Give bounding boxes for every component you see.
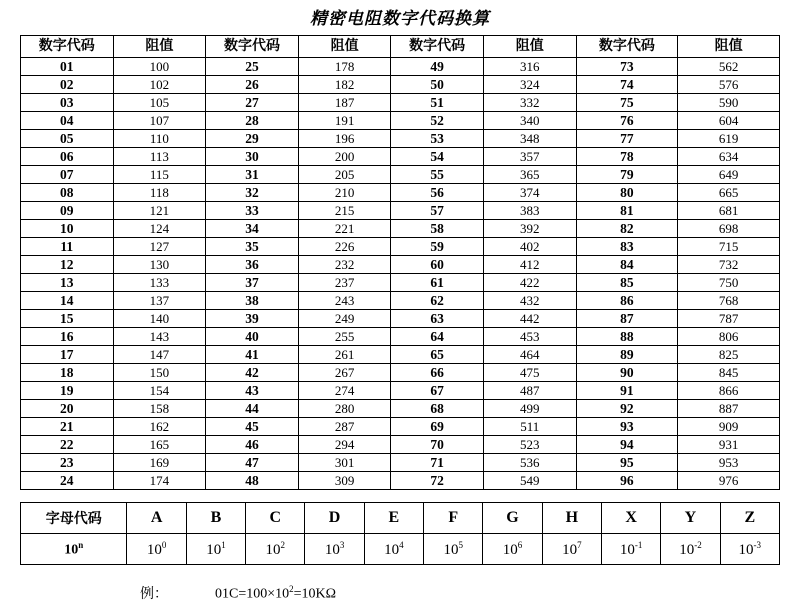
- column-header: 数字代码: [391, 36, 484, 58]
- code-cell: 24: [21, 472, 114, 490]
- table-row: [21, 202, 780, 220]
- value-cell: 590: [678, 94, 780, 112]
- value-cell: 750: [678, 274, 780, 292]
- letter-cell: Z: [720, 503, 779, 534]
- letter-cell: E: [364, 503, 423, 534]
- value-cell: 402: [483, 238, 576, 256]
- code-cell: 55: [391, 166, 484, 184]
- power-row: [21, 534, 780, 565]
- code-cell: 58: [391, 220, 484, 238]
- value-cell: 909: [678, 418, 780, 436]
- value-cell: 215: [298, 202, 391, 220]
- value-cell: 649: [678, 166, 780, 184]
- table-spacer: [0, 490, 800, 502]
- code-cell: 72: [391, 472, 484, 490]
- letter-cell: H: [542, 503, 601, 534]
- code-cell: 35: [206, 238, 299, 256]
- power-cell: [542, 534, 601, 565]
- example-note: [0, 583, 800, 603]
- code-cell: 60: [391, 256, 484, 274]
- code-cell: 02: [21, 76, 114, 94]
- code-cell: 71: [391, 454, 484, 472]
- code-cell: 40: [206, 328, 299, 346]
- value-cell: 732: [678, 256, 780, 274]
- value-cell: 787: [678, 310, 780, 328]
- value-cell: 665: [678, 184, 780, 202]
- code-cell: 04: [21, 112, 114, 130]
- power-cell: [246, 534, 305, 565]
- code-cell: 20: [21, 400, 114, 418]
- power-exponent: 3: [339, 539, 345, 550]
- power-exponent: 0: [161, 539, 167, 550]
- power-exponent: 2: [280, 539, 286, 550]
- value-cell: 226: [298, 238, 391, 256]
- value-cell: 107: [113, 112, 206, 130]
- code-cell: 77: [576, 130, 678, 148]
- power-base: 10: [738, 541, 754, 558]
- code-cell: 91: [576, 382, 678, 400]
- example-expression-prefix: 01C=100×10: [215, 587, 290, 602]
- value-cell: 887: [678, 400, 780, 418]
- code-cell: 86: [576, 292, 678, 310]
- table-row: [21, 274, 780, 292]
- value-cell: 137: [113, 292, 206, 310]
- code-cell: 89: [576, 346, 678, 364]
- code-cell: 09: [21, 202, 114, 220]
- table-row: [21, 364, 780, 382]
- value-cell: 432: [483, 292, 576, 310]
- table-row: [21, 346, 780, 364]
- code-cell: 50: [391, 76, 484, 94]
- value-cell: 287: [298, 418, 391, 436]
- code-cell: 82: [576, 220, 678, 238]
- code-cell: 47: [206, 454, 299, 472]
- example-exponent: 2: [289, 584, 294, 595]
- value-cell: 866: [678, 382, 780, 400]
- code-cell: 68: [391, 400, 484, 418]
- code-cell: 87: [576, 310, 678, 328]
- column-header: 数字代码: [206, 36, 299, 58]
- code-cell: 49: [391, 58, 484, 76]
- value-cell: 261: [298, 346, 391, 364]
- column-header: 阻值: [113, 36, 206, 58]
- value-cell: 110: [113, 130, 206, 148]
- table-row: [21, 292, 780, 310]
- value-cell: 332: [483, 94, 576, 112]
- column-header: 阻值: [298, 36, 391, 58]
- code-cell: 67: [391, 382, 484, 400]
- value-cell: 182: [298, 76, 391, 94]
- letter-cell: X: [601, 503, 660, 534]
- power-exponent: 4: [399, 539, 404, 550]
- letter-cell: G: [483, 503, 542, 534]
- code-cell: 81: [576, 202, 678, 220]
- table-row: [21, 76, 780, 94]
- code-cell: 66: [391, 364, 484, 382]
- value-cell: 316: [483, 58, 576, 76]
- value-cell: 102: [113, 76, 206, 94]
- value-cell: 536: [483, 454, 576, 472]
- code-cell: 56: [391, 184, 484, 202]
- power-base: 10: [146, 541, 162, 558]
- code-cell: 59: [391, 238, 484, 256]
- code-cell: 44: [206, 400, 299, 418]
- resistor-code-table: [20, 35, 780, 490]
- code-cell: 80: [576, 184, 678, 202]
- code-cell: 42: [206, 364, 299, 382]
- value-cell: 698: [678, 220, 780, 238]
- value-cell: 806: [678, 328, 780, 346]
- table-row: [21, 454, 780, 472]
- code-cell: 51: [391, 94, 484, 112]
- code-cell: 54: [391, 148, 484, 166]
- value-cell: 127: [113, 238, 206, 256]
- table-row: [21, 382, 780, 400]
- table-row: [21, 148, 780, 166]
- code-cell: 37: [206, 274, 299, 292]
- value-cell: 715: [678, 238, 780, 256]
- power-exponent: -1: [634, 539, 643, 550]
- code-cell: 07: [21, 166, 114, 184]
- value-cell: 187: [298, 94, 391, 112]
- power-cell: [661, 534, 720, 565]
- code-cell: 94: [576, 436, 678, 454]
- value-cell: 487: [483, 382, 576, 400]
- code-cell: 90: [576, 364, 678, 382]
- value-cell: 165: [113, 436, 206, 454]
- power-base: 10: [619, 541, 635, 558]
- code-cell: 18: [21, 364, 114, 382]
- code-cell: 76: [576, 112, 678, 130]
- power-exponent: n: [78, 539, 84, 550]
- code-cell: 12: [21, 256, 114, 274]
- column-header: 数字代码: [576, 36, 678, 58]
- code-cell: 48: [206, 472, 299, 490]
- letter-cell: F: [424, 503, 483, 534]
- value-cell: 115: [113, 166, 206, 184]
- value-cell: 374: [483, 184, 576, 202]
- code-cell: 84: [576, 256, 678, 274]
- value-cell: 174: [113, 472, 206, 490]
- code-cell: 16: [21, 328, 114, 346]
- power-exponent: 6: [517, 539, 523, 550]
- table-row: [21, 184, 780, 202]
- power-cell: [601, 534, 660, 565]
- table-header-row: [21, 36, 780, 58]
- value-cell: 205: [298, 166, 391, 184]
- power-base: 10: [265, 541, 281, 558]
- value-cell: 191: [298, 112, 391, 130]
- value-cell: 105: [113, 94, 206, 112]
- code-cell: 73: [576, 58, 678, 76]
- column-header: 数字代码: [21, 36, 114, 58]
- value-cell: 232: [298, 256, 391, 274]
- value-cell: 274: [298, 382, 391, 400]
- table-row: [21, 400, 780, 418]
- code-cell: 85: [576, 274, 678, 292]
- code-cell: 03: [21, 94, 114, 112]
- value-cell: 249: [298, 310, 391, 328]
- code-cell: 45: [206, 418, 299, 436]
- code-cell: 30: [206, 148, 299, 166]
- power-exponent: -3: [753, 539, 762, 550]
- code-cell: 39: [206, 310, 299, 328]
- value-cell: 100: [113, 58, 206, 76]
- table-row: [21, 238, 780, 256]
- code-cell: 53: [391, 130, 484, 148]
- value-cell: 255: [298, 328, 391, 346]
- value-cell: 931: [678, 436, 780, 454]
- code-cell: 52: [391, 112, 484, 130]
- value-cell: 178: [298, 58, 391, 76]
- value-cell: 113: [113, 148, 206, 166]
- value-cell: 130: [113, 256, 206, 274]
- column-header: 阻值: [483, 36, 576, 58]
- value-cell: 340: [483, 112, 576, 130]
- code-cell: 43: [206, 382, 299, 400]
- power-exponent: -2: [694, 539, 702, 550]
- table-row: [21, 130, 780, 148]
- code-cell: 15: [21, 310, 114, 328]
- power-base: 10: [64, 542, 79, 558]
- value-cell: 237: [298, 274, 391, 292]
- table-row: [21, 112, 780, 130]
- code-cell: 69: [391, 418, 484, 436]
- value-cell: 147: [113, 346, 206, 364]
- value-cell: 634: [678, 148, 780, 166]
- code-cell: 62: [391, 292, 484, 310]
- code-cell: 26: [206, 76, 299, 94]
- power-exponent: 1: [221, 539, 226, 550]
- value-cell: 549: [483, 472, 576, 490]
- value-cell: 280: [298, 400, 391, 418]
- code-cell: 08: [21, 184, 114, 202]
- value-cell: 453: [483, 328, 576, 346]
- value-cell: 200: [298, 148, 391, 166]
- value-cell: 162: [113, 418, 206, 436]
- power-cell: [720, 534, 779, 565]
- value-cell: 953: [678, 454, 780, 472]
- code-cell: 74: [576, 76, 678, 94]
- value-cell: 348: [483, 130, 576, 148]
- table-row: [21, 436, 780, 454]
- power-cell: [364, 534, 423, 565]
- code-cell: 83: [576, 238, 678, 256]
- power-exponent: 5: [458, 539, 463, 550]
- value-cell: 499: [483, 400, 576, 418]
- power-cell: [186, 534, 245, 565]
- value-cell: 475: [483, 364, 576, 382]
- column-header: 阻值: [678, 36, 780, 58]
- code-cell: 29: [206, 130, 299, 148]
- value-cell: 221: [298, 220, 391, 238]
- value-cell: 196: [298, 130, 391, 148]
- code-cell: 06: [21, 148, 114, 166]
- value-cell: 422: [483, 274, 576, 292]
- letter-row: [21, 503, 780, 534]
- code-cell: 95: [576, 454, 678, 472]
- value-cell: 976: [678, 472, 780, 490]
- value-cell: 619: [678, 130, 780, 148]
- code-cell: 01: [21, 58, 114, 76]
- code-cell: 36: [206, 256, 299, 274]
- code-cell: 63: [391, 310, 484, 328]
- value-cell: 309: [298, 472, 391, 490]
- code-cell: 22: [21, 436, 114, 454]
- table-row: [21, 220, 780, 238]
- letter-cell: B: [186, 503, 245, 534]
- power-cell: [305, 534, 364, 565]
- value-cell: 294: [298, 436, 391, 454]
- power-base: 10: [384, 541, 400, 558]
- value-cell: 324: [483, 76, 576, 94]
- table-row: [21, 310, 780, 328]
- code-cell: 05: [21, 130, 114, 148]
- value-cell: 169: [113, 454, 206, 472]
- code-cell: 93: [576, 418, 678, 436]
- value-cell: 210: [298, 184, 391, 202]
- value-cell: 604: [678, 112, 780, 130]
- code-cell: 21: [21, 418, 114, 436]
- value-cell: 140: [113, 310, 206, 328]
- code-cell: 31: [206, 166, 299, 184]
- code-cell: 64: [391, 328, 484, 346]
- code-cell: 38: [206, 292, 299, 310]
- value-cell: 243: [298, 292, 391, 310]
- power-cell: [127, 534, 186, 565]
- table-row: [21, 256, 780, 274]
- code-cell: 17: [21, 346, 114, 364]
- code-cell: 28: [206, 112, 299, 130]
- value-cell: 158: [113, 400, 206, 418]
- value-cell: 681: [678, 202, 780, 220]
- code-cell: 23: [21, 454, 114, 472]
- power-exponent: 7: [577, 539, 582, 550]
- value-cell: 301: [298, 454, 391, 472]
- value-cell: 121: [113, 202, 206, 220]
- code-cell: 19: [21, 382, 114, 400]
- letter-cell: C: [246, 503, 305, 534]
- value-cell: 392: [483, 220, 576, 238]
- value-cell: 442: [483, 310, 576, 328]
- value-cell: 511: [483, 418, 576, 436]
- table-row: [21, 166, 780, 184]
- code-cell: 32: [206, 184, 299, 202]
- code-cell: 25: [206, 58, 299, 76]
- power-base: 10: [324, 541, 340, 558]
- code-cell: 11: [21, 238, 114, 256]
- code-cell: 14: [21, 292, 114, 310]
- table-row: [21, 94, 780, 112]
- value-cell: 150: [113, 364, 206, 382]
- table-row: [21, 328, 780, 346]
- code-cell: 41: [206, 346, 299, 364]
- value-cell: 357: [483, 148, 576, 166]
- value-cell: 523: [483, 436, 576, 454]
- table-row: [21, 58, 780, 76]
- code-cell: 70: [391, 436, 484, 454]
- value-cell: 383: [483, 202, 576, 220]
- value-cell: 768: [678, 292, 780, 310]
- value-cell: 825: [678, 346, 780, 364]
- code-cell: 61: [391, 274, 484, 292]
- table-row: [21, 418, 780, 436]
- value-cell: 464: [483, 346, 576, 364]
- letter-cell: Y: [661, 503, 720, 534]
- table-row: [21, 472, 780, 490]
- code-cell: 33: [206, 202, 299, 220]
- value-cell: 412: [483, 256, 576, 274]
- code-cell: 46: [206, 436, 299, 454]
- letter-row-header: 字母代码: [21, 503, 127, 534]
- code-cell: 34: [206, 220, 299, 238]
- letter-cell: A: [127, 503, 186, 534]
- power-base: 10: [502, 541, 518, 558]
- value-cell: 133: [113, 274, 206, 292]
- code-cell: 57: [391, 202, 484, 220]
- example-label: 例：: [140, 587, 168, 602]
- code-cell: 92: [576, 400, 678, 418]
- code-cell: 27: [206, 94, 299, 112]
- value-cell: 143: [113, 328, 206, 346]
- value-cell: 267: [298, 364, 391, 382]
- power-base: 10: [443, 541, 459, 558]
- code-cell: 13: [21, 274, 114, 292]
- power-base: 10: [562, 541, 578, 558]
- power-row-header: [21, 534, 127, 565]
- code-cell: 79: [576, 166, 678, 184]
- value-cell: 154: [113, 382, 206, 400]
- value-cell: 365: [483, 166, 576, 184]
- code-cell: 88: [576, 328, 678, 346]
- value-cell: 576: [678, 76, 780, 94]
- letter-cell: D: [305, 503, 364, 534]
- code-cell: 75: [576, 94, 678, 112]
- power-base: 10: [679, 541, 695, 558]
- power-cell: [483, 534, 542, 565]
- value-cell: 124: [113, 220, 206, 238]
- power-cell: [424, 534, 483, 565]
- code-cell: 78: [576, 148, 678, 166]
- value-cell: 845: [678, 364, 780, 382]
- value-cell: 562: [678, 58, 780, 76]
- value-cell: 118: [113, 184, 206, 202]
- power-base: 10: [206, 541, 222, 558]
- letter-multiplier-table: [20, 502, 780, 565]
- code-cell: 65: [391, 346, 484, 364]
- code-cell: 10: [21, 220, 114, 238]
- example-expression-suffix: =10KΩ: [293, 587, 337, 602]
- example-formula: [215, 584, 336, 603]
- page-title: 精密电阻数字代码换算: [310, 9, 490, 28]
- code-cell: 96: [576, 472, 678, 490]
